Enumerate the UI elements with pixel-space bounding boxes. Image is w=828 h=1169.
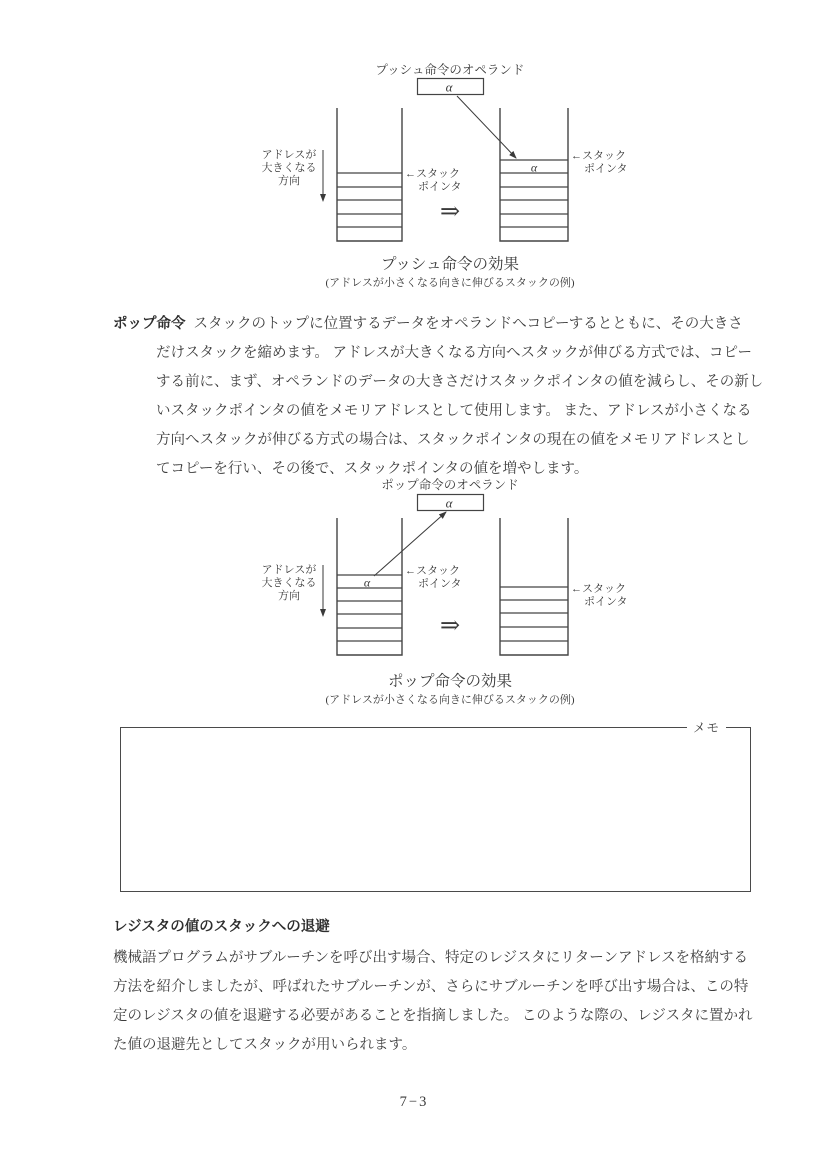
svg-text:←スタック: ←スタック: [571, 150, 626, 162]
svg-text:大きくなる: 大きくなる: [261, 577, 317, 589]
svg-text:ポインタ: ポインタ: [584, 596, 628, 608]
push-left-stack-pointer-label: [405, 167, 462, 193]
push-operand-value: α: [445, 79, 453, 95]
paragraph-line: だけスタックを縮めます。 アドレスが大きくなる方向へスタックが伸びる方式では、コピー: [156, 345, 752, 361]
pop-caption: ポップ命令の効果: [387, 673, 513, 690]
page-number: 7−3: [399, 1094, 429, 1110]
pop-operand-value: α: [445, 495, 453, 511]
pop-implies-arrow: ⇒: [439, 613, 461, 639]
svg-text:ポインタ: ポインタ: [584, 163, 628, 175]
pop-right-stack-pointer-label: [571, 582, 628, 608]
push-address-direction-note: [262, 148, 317, 187]
pop-instruction-diagram: [250, 472, 690, 710]
pop-instruction-paragraph: [113, 310, 764, 484]
pop-right-stack-cells: [500, 587, 568, 641]
push-subcaption: (アドレスが小さくなる向きに伸びるスタックの例): [325, 277, 575, 289]
pop-left-stack-pointer-label: [405, 564, 462, 590]
push-caption: プッシュ命令の効果: [380, 256, 520, 273]
svg-text:方向: 方向: [278, 175, 300, 187]
pop-address-direction-note: [262, 563, 317, 602]
svg-text:アドレスが: アドレスが: [261, 564, 317, 576]
svg-text:←スタック: ←スタック: [405, 565, 460, 577]
svg-text:アドレスが: アドレスが: [261, 149, 317, 161]
svg-text:←スタック: ←スタック: [405, 168, 460, 180]
register-save-heading: レジスタの値のスタックへの退避: [113, 919, 330, 935]
push-left-stack-cells: [337, 173, 402, 227]
paragraph-line: 定のレジスタの値を退避する必要があることを指摘しました。 このような際の、レジスタに置かれ: [113, 1008, 753, 1024]
push-right-stack: [500, 108, 568, 241]
svg-text:ポインタ: ポインタ: [418, 181, 462, 193]
push-operand-label: プッシュ命令のオペランド: [375, 63, 525, 77]
pop-operand-label: ポップ命令のオペランド: [381, 478, 519, 492]
memo-label: メモ: [687, 718, 726, 736]
paragraph-line: いスタックポインタの値をメモリアドレスとして使用します。 また、アドレスが小さくなる: [156, 403, 752, 419]
pop-stack-top-value: α: [363, 575, 371, 590]
push-stack-top-value: α: [530, 160, 538, 175]
paragraph-line: てコピーを行い、その後で、スタックポインタの値を増やします。: [156, 461, 589, 477]
paragraph-line: 機械語プログラムがサブルーチンを呼び出す場合、特定のレジスタにリターンアドレスを格納する: [113, 950, 749, 966]
paragraph-line: た値の退避先としてスタックが用いられます。: [113, 1037, 417, 1053]
svg-text:方向: 方向: [278, 590, 300, 602]
register-save-paragraph: [113, 944, 753, 1060]
pop-term: ポップ命令: [113, 316, 186, 332]
push-copy-arrow: [457, 96, 516, 158]
paragraph-line: 方法を紹介しましたが、呼ばれたサブルーチンが、さらにサブルーチンを呼び出す場合は、この特: [113, 979, 749, 995]
paragraph-line: する前に、まず、オペランドのデータの大きさだけスタックポインタの値を減らし、その新し: [156, 374, 764, 390]
svg-text:大きくなる: 大きくなる: [261, 162, 317, 174]
pop-subcaption: (アドレスが小さくなる向きに伸びるスタックの例): [325, 694, 575, 706]
push-left-stack: [337, 108, 402, 241]
paragraph-line: ポップ命令 スタックのトップに位置するデータをオペランドへコピーするとともに、その大きさ: [113, 316, 743, 332]
push-instruction-diagram: [250, 55, 690, 292]
push-implies-arrow: ⇒: [439, 199, 461, 225]
paragraph-line: 方向へスタックが伸びる方式の場合は、スタックポインタの現在の値をメモリアドレスとし: [156, 432, 750, 448]
svg-text:←スタック: ←スタック: [571, 583, 626, 595]
memo-box: [120, 721, 751, 892]
push-right-stack-pointer-label: [571, 149, 628, 175]
svg-text:ポインタ: ポインタ: [418, 578, 462, 590]
